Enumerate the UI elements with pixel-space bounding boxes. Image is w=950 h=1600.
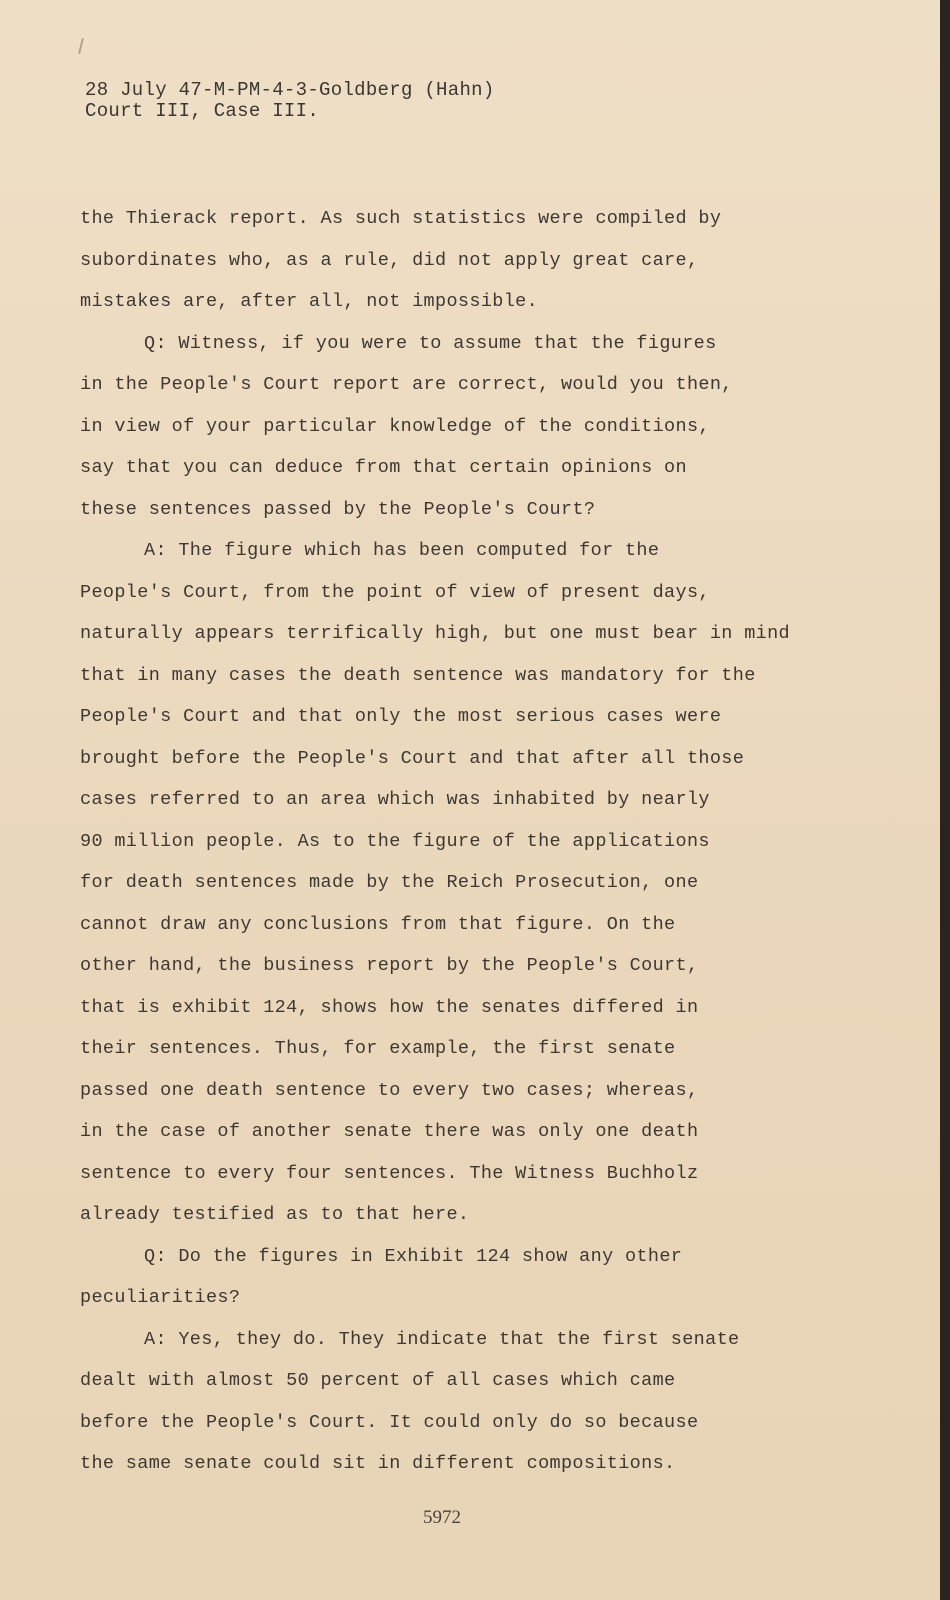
- answer-line: A: The figure which has been computed for the: [144, 540, 660, 561]
- question-line: Q: Do the figures in Exhibit 124 show any other: [144, 1245, 683, 1267]
- text-line: the same senate could sit in different compositions.: [80, 1453, 676, 1474]
- question-line: Q: Witness, if you were to assume that the figures: [144, 332, 717, 354]
- text-line: cases referred to an area which was inhabited by nearly: [80, 789, 710, 810]
- header-line-court-case: Court III, Case III.: [85, 100, 320, 122]
- text-line: these sentences passed by the People's Court?: [80, 498, 596, 520]
- text-line: in view of your particular knowledge of the conditions,: [80, 415, 710, 437]
- text-line: peculiarities?: [80, 1287, 241, 1308]
- text-line: brought before the People's Court and that after all those: [80, 747, 745, 769]
- text-line: naturally appears terrifically high, but one must bear in mind: [80, 623, 791, 644]
- text-line: their sentences. Thus, for example, the first senate: [80, 1038, 676, 1059]
- text-line: already testified as to that here.: [80, 1204, 470, 1225]
- text-line: before the People's Court. It could only do so because: [80, 1411, 699, 1433]
- header-line-date-reference: 28 July 47-M-PM-4-3-Goldberg (Hahn): [85, 79, 495, 101]
- text-line: 90 million people. As to the figure of the applications: [80, 830, 710, 852]
- text-line: cannot draw any conclusions from that figure. On the: [80, 913, 676, 935]
- pencil-mark: [78, 38, 84, 54]
- text-line: passed one death sentence to every two cases; whereas,: [80, 1079, 699, 1101]
- text-line: that is exhibit 124, shows how the senates differed in: [80, 996, 699, 1018]
- scan-edge: [940, 0, 950, 1600]
- text-line: that in many cases the death sentence was mandatory for the: [80, 664, 756, 686]
- answer-line: A: Yes, they do. They indicate that the first senate: [144, 1328, 740, 1350]
- text-line: People's Court and that only the most serious cases were: [80, 706, 722, 727]
- transcript-body: [80, 198, 860, 1485]
- text-line: the Thierack report. As such statistics were compiled by: [80, 208, 722, 229]
- text-line: dealt with almost 50 percent of all cases which came: [80, 1370, 676, 1391]
- text-line: for death sentences made by the Reich Prosecution, one: [80, 872, 699, 893]
- text-line: sentence to every four sentences. The Witness Buchholz: [80, 1162, 699, 1184]
- text-line: People's Court, from the point of view of present days,: [80, 581, 710, 603]
- document-header: [85, 80, 495, 122]
- page-number: 5972: [423, 1507, 461, 1528]
- text-line: say that you can deduce from that certain opinions on: [80, 457, 687, 478]
- text-line: other hand, the business report by the People's Court,: [80, 955, 699, 976]
- text-line: in the People's Court report are correct, would you then,: [80, 374, 733, 395]
- text-line: subordinates who, as a rule, did not apply great care,: [80, 249, 699, 271]
- text-line: mistakes are, after all, not impossible.: [80, 291, 539, 312]
- text-line: in the case of another senate there was only one death: [80, 1121, 699, 1142]
